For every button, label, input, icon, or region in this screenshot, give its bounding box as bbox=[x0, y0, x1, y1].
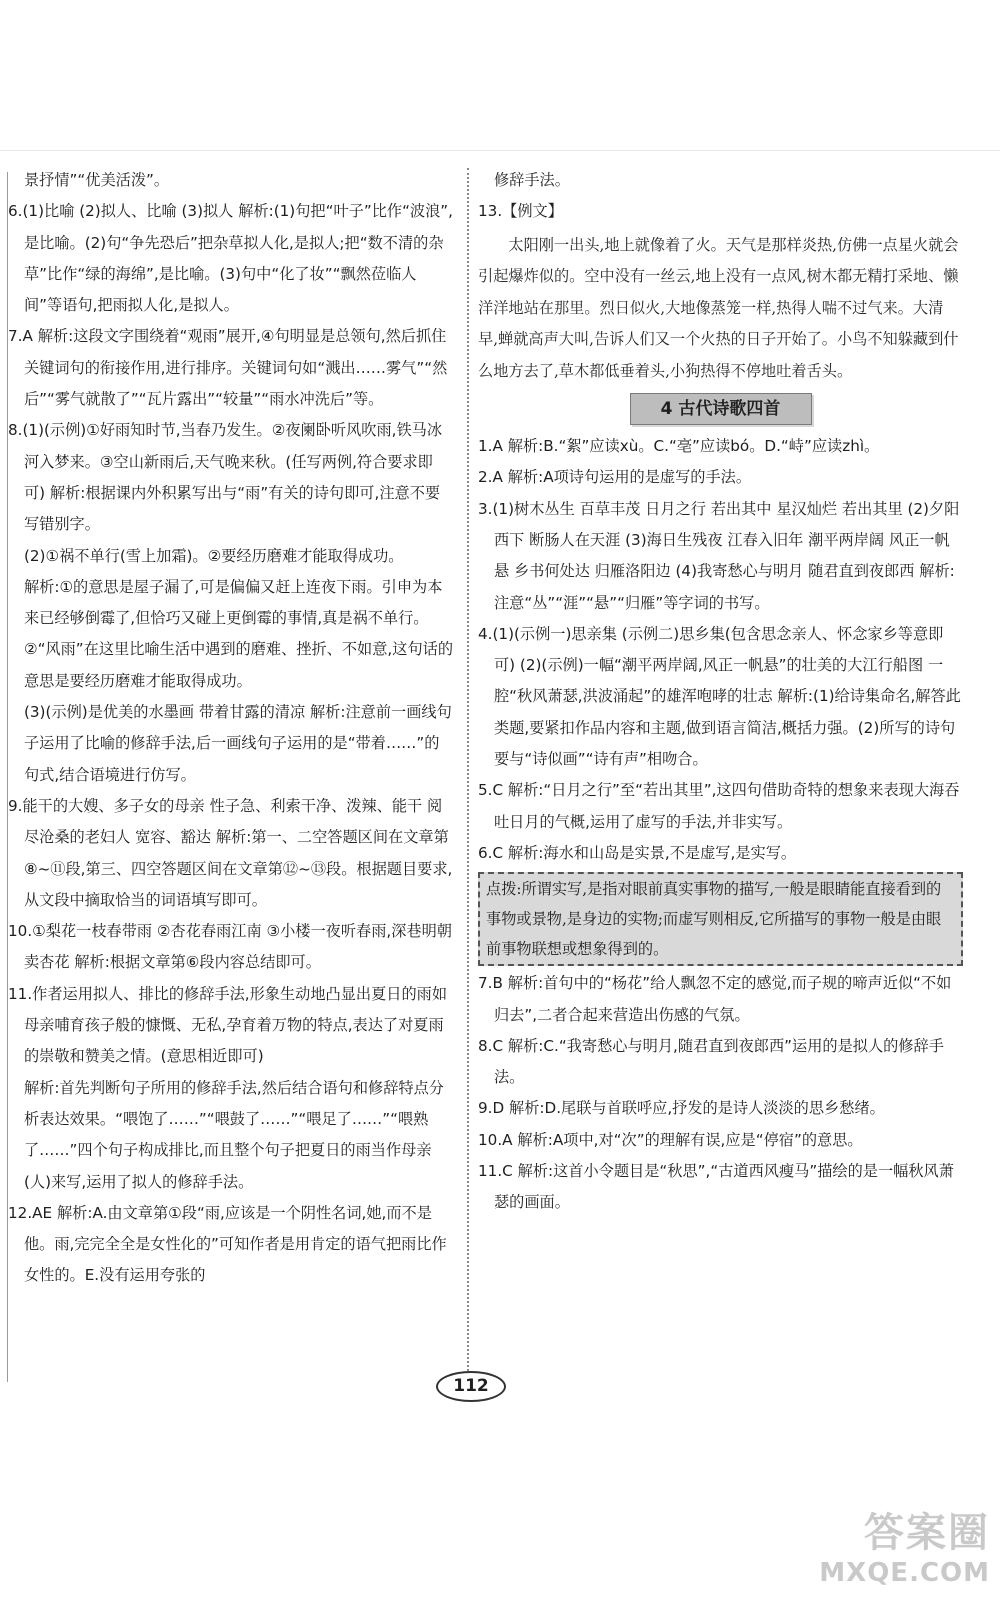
answer-7: 7.A 解析:这段文字围绕着“观雨”展开,④句明显是总领句,然后抓住关键词句的衔接作用,进行排序。关键词句如“溅出……雾气”“然后”“雾气就散了”“瓦片露出”“较量”“雨水冲洗后”等。 bbox=[8, 327, 448, 409]
answer-10: 10.①梨花一枝春带雨 ②杏花春雨江南 ③小楼一夜听春雨,深巷明朝卖杏花 解析:根据文章第⑥段内容总结即可。 bbox=[8, 922, 452, 972]
answer-7: 7.B 解析:首句中的“杨花”给人飘忽不定的感觉,而子规的啼声近似“不如归去”,二者合起来营造出伤感的气氛。 bbox=[478, 974, 952, 1024]
answer-6: 6.C 解析:海水和山岛是实景,不是虚写,是实写。 bbox=[478, 843, 797, 862]
column-divider bbox=[467, 168, 469, 1383]
page-number: 112 bbox=[436, 1371, 506, 1402]
answer-8-2: (2)①祸不单行(雪上加霜)。②要经历磨难才能取得成功。 bbox=[23, 546, 404, 565]
watermark-cn: 答案圈 bbox=[864, 1510, 990, 1556]
section-title: 4 古代诗歌四首 bbox=[630, 393, 812, 425]
answer-6: 6.(1)比喻 (2)拟人、比喻 (3)拟人 解析:(1)句把“叶子”比作“波浪”,是比喻。(2)句“争先恐后”把杂草拟人化,是拟人;把“数不清的杂草”比作“绿的海绵”,是比喻。(3)句中“化了妆”“飘然莅临人间”等语句,把雨拟人化,是拟人。 bbox=[8, 202, 454, 315]
answer-1: 1.A 解析:B.“絮”应读xù。C.“亳”应读bó。D.“峙”应读zhì。 bbox=[478, 437, 880, 456]
answer-4: 4.(1)(示例一)思亲集 (示例二)思乡集(包含思念亲人、怀念家乡等意即可) (2)(示例)一幅“潮平两岸阔,风正一帆悬”的壮美的大江行船图 一腔“秋风萧瑟,洪波涌起”的雄浑咆哮的壮志 解析:(1)给诗集命名,解答此类题,要紧扣作品内容和主题,做到语言简洁,概括力强。(2)所写的诗句要与“诗似画”“诗有声”相吻合。 bbox=[478, 624, 961, 769]
watermark-logo bbox=[819, 1501, 990, 1588]
tip-box: 点拨:所谓实写,是指对眼前真实事物的描写,一般是眼睛能直接看到的事物或景物,是身边的实物;而虚写则相反,它所描写的事物一般是由眼前事物联想或想象得到的。 bbox=[478, 872, 963, 966]
answer-9: 9.D 解析:D.尾联与首联呼应,抒发的是诗人淡淡的思乡愁绪。 bbox=[478, 1099, 885, 1118]
answer-2: 2.A 解析:A项诗句运用的是虚写的手法。 bbox=[478, 468, 752, 487]
answer-12: 12.AE 解析:A.由文章第①段“雨,应该是一个阴性名词,她,而不是他。雨,完完全全是女性化的”可知作者是用肯定的语气把雨比作女性的。E.没有运用夸张的 bbox=[8, 1203, 447, 1285]
watermark-en: MXQE.COM bbox=[819, 1558, 990, 1588]
answer-11: 11.C 解析:这首小令题目是“秋思”,“古道西风瘦马”描绘的是一幅秋风萧瑟的画面。 bbox=[478, 1162, 954, 1212]
answer-10: 10.A 解析:A项中,对“次”的理解有误,应是“停宿”的意思。 bbox=[478, 1130, 863, 1149]
answer-11: 11.作者运用拟人、排比的修辞手法,形象生动地凸显出夏日的雨如母亲哺育孩子般的慷慨、无私,孕育着万物的特点,表达了对夏雨的崇敬和赞美之情。(意思相近即可) bbox=[8, 984, 448, 1066]
answer-13-heading: 13.【例文】 bbox=[478, 202, 563, 221]
answer-8-1: 8.(1)(示例)①好雨知时节,当春乃发生。②夜阑卧听风吹雨,铁马冰河入梦来。③空山新雨后,天气晚来秋。(任写两例,符合要求即可) 解析:根据课内外积累写出与“雨”有关的诗句即可,注意不要写错别字。 bbox=[8, 421, 443, 534]
answer-9: 9.能干的大嫂、多子女的母亲 性子急、利索干净、泼辣、能干 阅尽沧桑的老妇人 宽容、豁达 解析:第一、二空答题区间在文章第⑧~⑪段,第三、四空答题区间在文章第⑫~⑬段。根据题目要求,从文段中摘取恰当的词语填写即可。 bbox=[8, 796, 453, 909]
top-rule bbox=[0, 150, 1000, 151]
answer-5: 5.C 解析:“日月之行”至“若出其里”,这四句借助奇特的想象来表现大海吞吐日月的气概,运用了虚写的手法,并非实写。 bbox=[478, 781, 960, 831]
answer-8-3: (3)(示例)是优美的水墨画 带着甘露的清凉 解析:注意前一画线句子运用了比喻的修辞手法,后一画线句子运用的是“带着……”的句式,结合语境进行仿写。 bbox=[23, 703, 452, 784]
answer-8: 8.C 解析:C.“我寄愁心与明月,随君直到夜郎西”运用的是拟人的修辞手法。 bbox=[478, 1036, 944, 1087]
answer-line: 修辞手法。 bbox=[493, 171, 570, 189]
answer-11-analysis: 解析:首先判断句子所用的修辞手法,然后结合语句和修辞特点分析表达效果。“喂饱了……”“喂鼓了……”“喂足了……”“喂熟了……”四个句子构成排比,而且整个句子把夏日的雨当作母亲(人)来写,运用了拟人的修辞手法。 bbox=[23, 1078, 444, 1191]
right-column bbox=[478, 165, 963, 1219]
answer-8-2-analysis: 解析:①的意思是屋子漏了,可是偏偏又赶上连夜下雨。引申为本来已经够倒霉了,但恰巧又碰上更倒霉的事情,真是祸不单行。②“风雨”在这里比喻生活中遇到的磨难、挫折、不如意,这句话的意思是要经历磨难才能取得成功。 bbox=[23, 577, 454, 690]
answer-line: 景抒情”“优美活泼”。 bbox=[23, 171, 170, 189]
answer-3: 3.(1)树木丛生 百草丰茂 日月之行 若出其中 星汉灿烂 若出其里 (2)夕阳西下 断肠人在天涯 (3)海日生残夜 江春入旧年 潮平两岸阔 风正一帆悬 乡书何处达 归雁洛阳边 (4)我寄愁心与明月 随君直到夜郎西 解析:注意“丛”“涯”“悬”“归雁”等字词的书写。 bbox=[478, 499, 960, 612]
left-column bbox=[8, 165, 453, 1292]
example-essay: 太阳刚一出头,地上就像着了火。天气是那样炎热,仿佛一点星火就会引起爆炸似的。空中没有一丝云,地上没有一点风,树木都无精打采地、懒洋洋地站在那里。烈日似火,大地像蒸笼一样,热得人喘不过气来。大清早,蝉就高声大叫,告诉人们又一个火热的日子开始了。小鸟不知躲藏到什么地方去了,草木都低垂着头,小狗热得不停地吐着舌头。 bbox=[478, 235, 959, 380]
